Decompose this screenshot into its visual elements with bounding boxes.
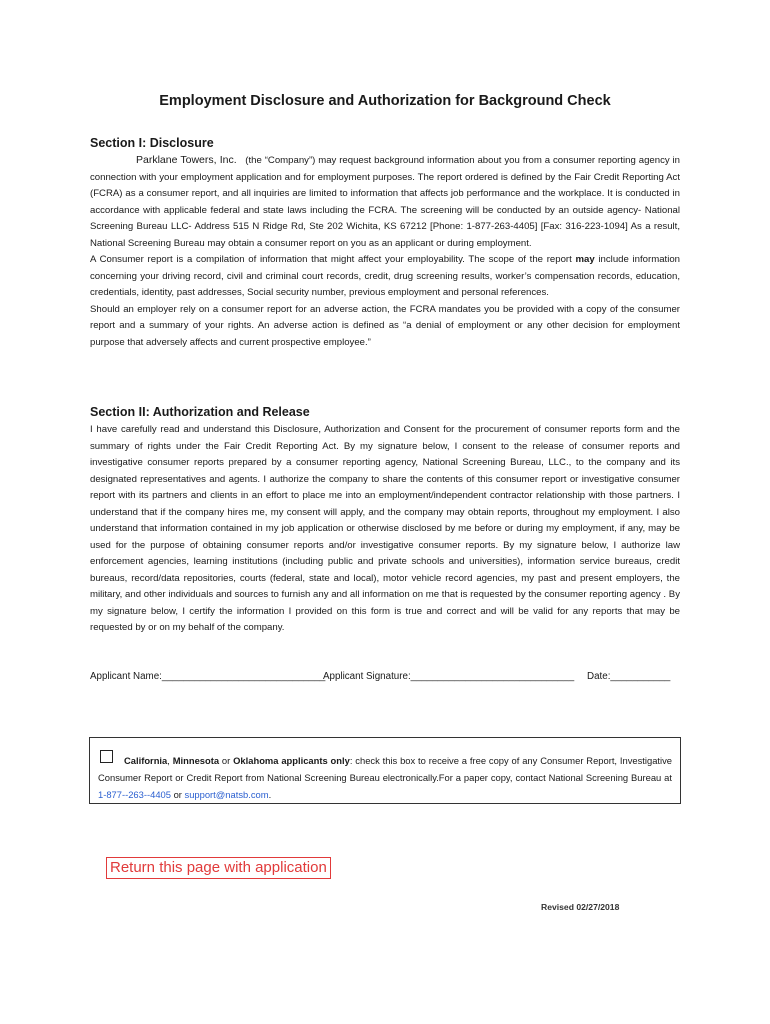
section2-body xyxy=(90,422,680,637)
section2-paragraph-1: I have carefully read and understand this Disclosure, Authorization and Consent for the procurement of consumer reports form and the summary of rights under the Fair Credit Reporting Act. By my signature below, I consent to the release of consumer reports and investigative consumer reports prepared by a consumer reporting agency, National Screening Bureau, LLC., to the company and its designated representatives and agents. I authorize the company to share the contents of this consumer report or investigative consumer report with its partners and clients in an effort to place me into an employment/independent contractor relationship with those partners. I understand that if the company hires me, my consent will apply, and the company may obtain reports, throughout my employment. I also understand that information contained in my job application or otherwise disclosed by me before or during my employment, if any, may be used for the purpose of obtaining consumer reports and/or investigative consumer reports. By my signature below, I authorize law enforcement agencies, learning institutions (including public and private schools and universities), information service bureaus, credit bureaus, record/data repositories, courts (federal, state and local), motor vehicle record agencies, my past and present employers, the military, and other individuals and sources to furnish any and all information on me that is requested by the consumer reporting agency . By my signature below, I certify the information I provided on this form is true and correct and will be valid for any reports that may be requested by or on my behalf of the company. xyxy=(90,424,680,633)
state-california: California xyxy=(124,755,168,766)
section1-paragraph-3: Should an employer rely on a consumer report for an adverse action, the FCRA mandates you be provided with a copy of the consumer report and a summary of your rights. An adverse action is defined as “a denial of employment or any other decision for employment purpose that adversely affects and current prospective employee.” xyxy=(90,303,680,348)
state-notice-text xyxy=(98,752,672,803)
return-page-note: Return this page with application xyxy=(106,857,331,879)
email-link[interactable]: support@natsb.com xyxy=(184,789,269,800)
section1-p2-end: include information concerning your driving record, civil and criminal court records, credit, drug screening results, worker’s compensation records, education, credentials, identity, past addresses, Social security number, previous employment and personal references. xyxy=(90,254,680,298)
notice-body: : check this box to receive a free copy of any Consumer Report, Investigative Consumer Report or Credit Report from National Screening Bureau electronically.For a paper copy, contact National Screening Bureau at xyxy=(98,755,673,783)
notice-or: or xyxy=(170,789,185,800)
notice-sep-1: , xyxy=(167,755,173,766)
notice-sep-2: or xyxy=(219,755,234,766)
section1-p2-start: A Consumer report is a compilation of information that might affect your employability. The scope of the report xyxy=(90,254,576,265)
phone-link[interactable]: 1-877--263--4405 xyxy=(98,789,171,800)
revised-date: Revised 02/27/2018 xyxy=(541,902,620,912)
document-title: Employment Disclosure and Authorization for Background Check xyxy=(159,93,611,109)
state-notice-box xyxy=(89,737,681,804)
company-name: Parklane Towers, Inc. xyxy=(136,154,237,166)
section1-paragraph-2 xyxy=(90,252,680,302)
state-oklahoma: Oklahoma applicants only xyxy=(233,755,350,766)
section1-heading: Section I: Disclosure xyxy=(90,136,214,150)
section1-paragraph-1 xyxy=(90,152,680,252)
section1-p1-text: (the “Company”) may request background information about you from a consumer reporting agency in connection with your employment application and for employment purposes. The report ordered is defined by the Fair Credit Reporting Act (FCRA) as a consumer report, and all inquiries are limited to information that affects job performance and the workplace. It is conducted in accordance with applicable federal and state laws including the FCRA. The screening will be conducted by an outside agency- National Screening Bureau LLC- Address 515 N Ridge Rd, Ste 202 Wichita, KS 67212 [Phone: 1-877-263-4405] [Fax: 316-223-1094] As a result, National Screening Bureau may obtain a consumer report on you as an applicant or during employment. xyxy=(90,155,681,249)
notice-end: . xyxy=(268,789,272,800)
section1-p2-bold: may xyxy=(575,254,595,265)
applicant-name-field[interactable]: Applicant Name:______________________________ xyxy=(90,671,326,682)
applicant-signature-field[interactable]: Applicant Signature:______________________________ xyxy=(323,671,575,682)
state-minnesota: Minnesota xyxy=(172,755,220,766)
section1-body xyxy=(90,152,680,351)
date-field[interactable]: Date:___________ xyxy=(587,671,671,682)
section2-heading: Section II: Authorization and Release xyxy=(90,405,310,419)
